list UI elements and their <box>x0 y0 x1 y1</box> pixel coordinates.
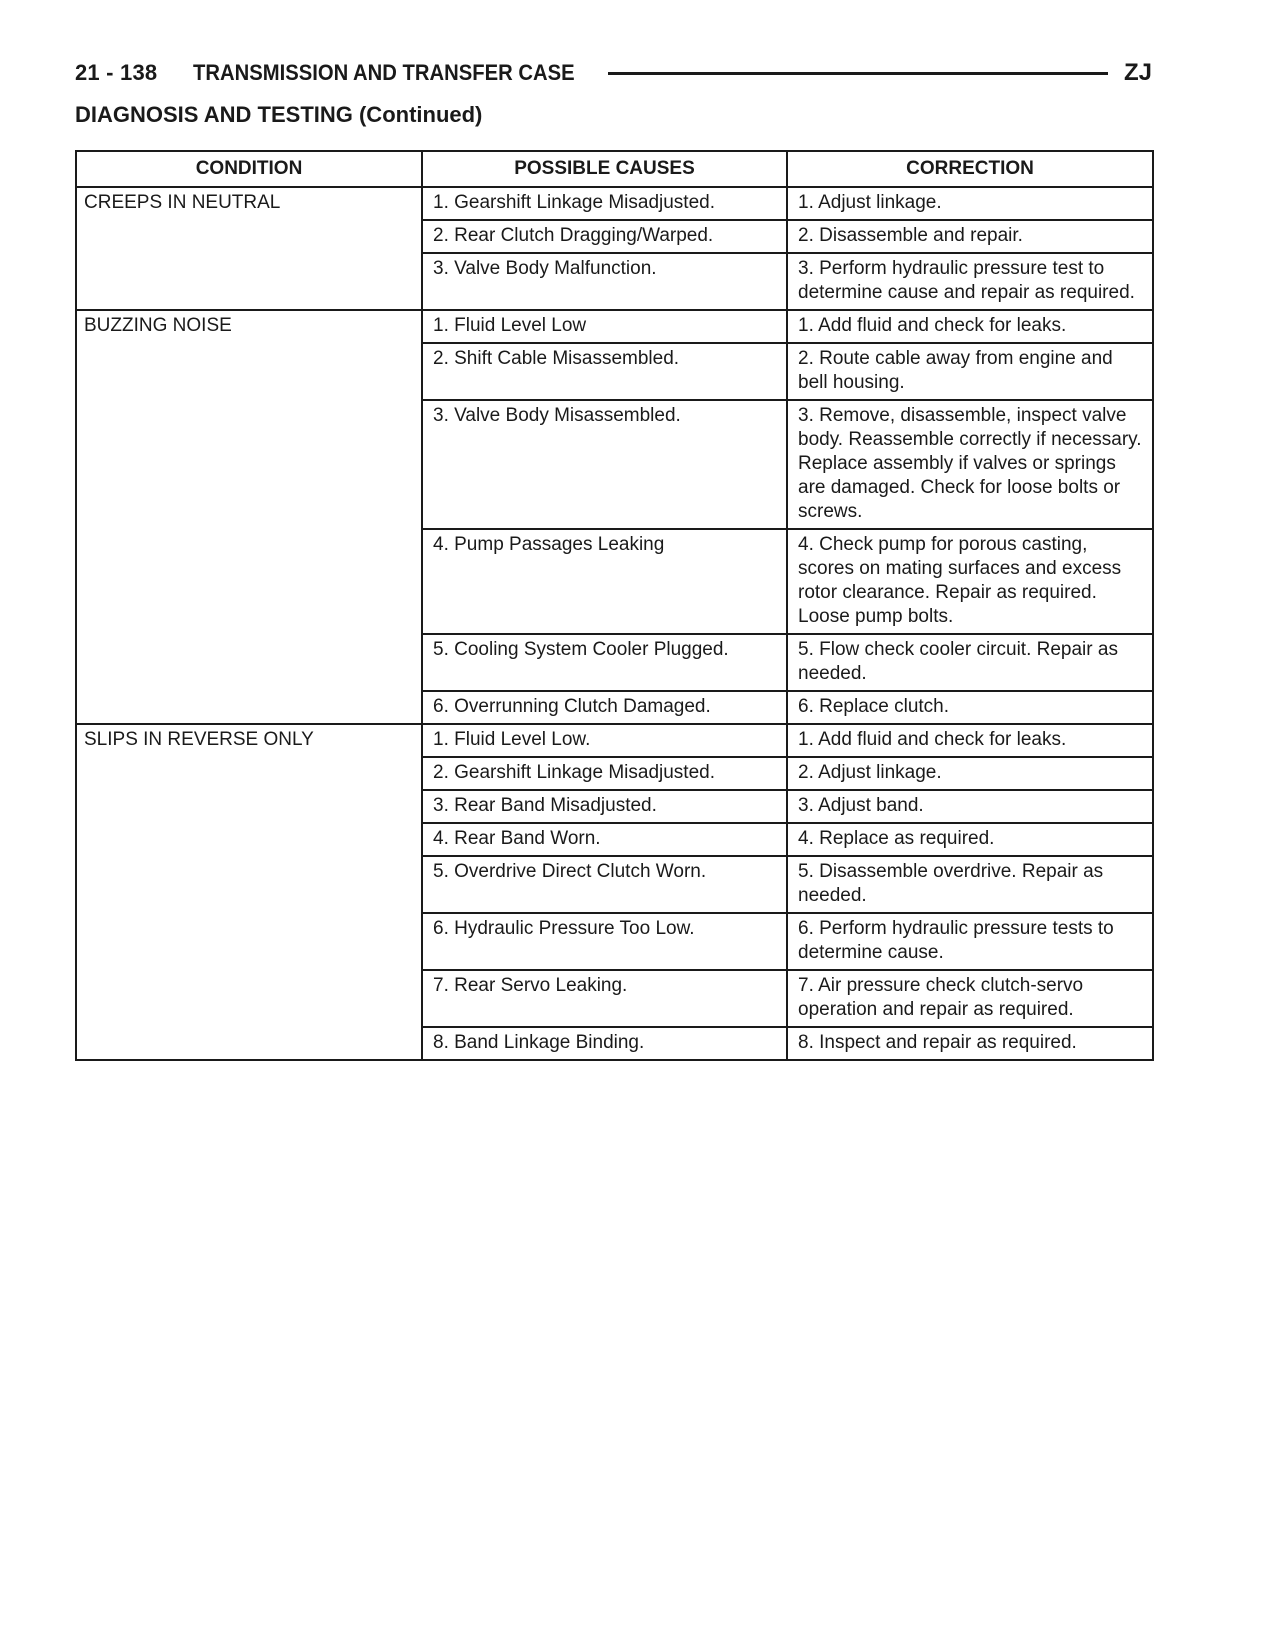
possible-cause-cell: 8. Band Linkage Binding. <box>422 1027 787 1060</box>
correction-cell: 3. Remove, disassemble, inspect valve body. Reassemble correctly if necessary. Replace assembly if valves or springs are damaged. Check for loose bolts or screws. <box>787 400 1153 529</box>
model-code: ZJ <box>1123 59 1152 86</box>
header-rule <box>608 72 1108 75</box>
correction-cell: 6. Perform hydraulic pressure tests to determine cause. <box>787 913 1153 970</box>
possible-cause-cell: 6. Hydraulic Pressure Too Low. <box>422 913 787 970</box>
correction-cell: 5. Disassemble overdrive. Repair as needed. <box>787 856 1153 913</box>
correction-cell: 8. Inspect and repair as required. <box>787 1027 1153 1060</box>
condition-cell: CREEPS IN NEUTRAL <box>76 187 422 310</box>
correction-cell: 2. Route cable away from engine and bell housing. <box>787 343 1153 400</box>
possible-cause-cell: 4. Rear Band Worn. <box>422 823 787 856</box>
possible-cause-cell: 2. Gearshift Linkage Misadjusted. <box>422 757 787 790</box>
page-header <box>75 58 1152 88</box>
possible-cause-cell: 3. Rear Band Misadjusted. <box>422 790 787 823</box>
correction-cell: 2. Adjust linkage. <box>787 757 1153 790</box>
chapter-title: TRANSMISSION AND TRANSFER CASE <box>193 60 575 85</box>
correction-cell: 1. Add fluid and check for leaks. <box>787 724 1153 757</box>
possible-cause-cell: 7. Rear Servo Leaking. <box>422 970 787 1027</box>
correction-cell: 3. Perform hydraulic pressure test to determine cause and repair as required. <box>787 253 1153 310</box>
possible-cause-cell: 2. Rear Clutch Dragging/Warped. <box>422 220 787 253</box>
table-body <box>76 187 1153 1060</box>
correction-cell: 4. Replace as required. <box>787 823 1153 856</box>
correction-cell: 7. Air pressure check clutch-servo operation and repair as required. <box>787 970 1153 1027</box>
condition-cell: BUZZING NOISE <box>76 310 422 724</box>
correction-cell: 4. Check pump for porous casting, scores on mating surfaces and excess rotor clearance. Repair as required. Loose pump bolts. <box>787 529 1153 634</box>
correction-cell: 2. Disassemble and repair. <box>787 220 1153 253</box>
possible-cause-cell: 3. Valve Body Misassembled. <box>422 400 787 529</box>
possible-cause-cell: 1. Gearshift Linkage Misadjusted. <box>422 187 787 220</box>
table-row <box>76 310 1153 343</box>
possible-cause-cell: 6. Overrunning Clutch Damaged. <box>422 691 787 724</box>
section-title: DIAGNOSIS AND TESTING (Continued) <box>75 102 483 127</box>
column-header-possible-causes: POSSIBLE CAUSES <box>422 151 787 187</box>
possible-cause-cell: 5. Overdrive Direct Clutch Worn. <box>422 856 787 913</box>
possible-cause-cell: 1. Fluid Level Low <box>422 310 787 343</box>
column-header-correction: CORRECTION <box>787 151 1153 187</box>
diagnosis-table <box>75 150 1154 1061</box>
table-header-row <box>76 151 1153 187</box>
correction-cell: 3. Adjust band. <box>787 790 1153 823</box>
column-header-condition: CONDITION <box>76 151 422 187</box>
correction-cell: 6. Replace clutch. <box>787 691 1153 724</box>
possible-cause-cell: 5. Cooling System Cooler Plugged. <box>422 634 787 691</box>
possible-cause-cell: 4. Pump Passages Leaking <box>422 529 787 634</box>
correction-cell: 5. Flow check cooler circuit. Repair as needed. <box>787 634 1153 691</box>
possible-cause-cell: 1. Fluid Level Low. <box>422 724 787 757</box>
correction-cell: 1. Adjust linkage. <box>787 187 1153 220</box>
page-number: 21 - 138 <box>75 60 158 85</box>
condition-cell: SLIPS IN REVERSE ONLY <box>76 724 422 1060</box>
possible-cause-cell: 2. Shift Cable Misassembled. <box>422 343 787 400</box>
possible-cause-cell: 3. Valve Body Malfunction. <box>422 253 787 310</box>
correction-cell: 1. Add fluid and check for leaks. <box>787 310 1153 343</box>
table-row <box>76 187 1153 220</box>
table-row <box>76 724 1153 757</box>
